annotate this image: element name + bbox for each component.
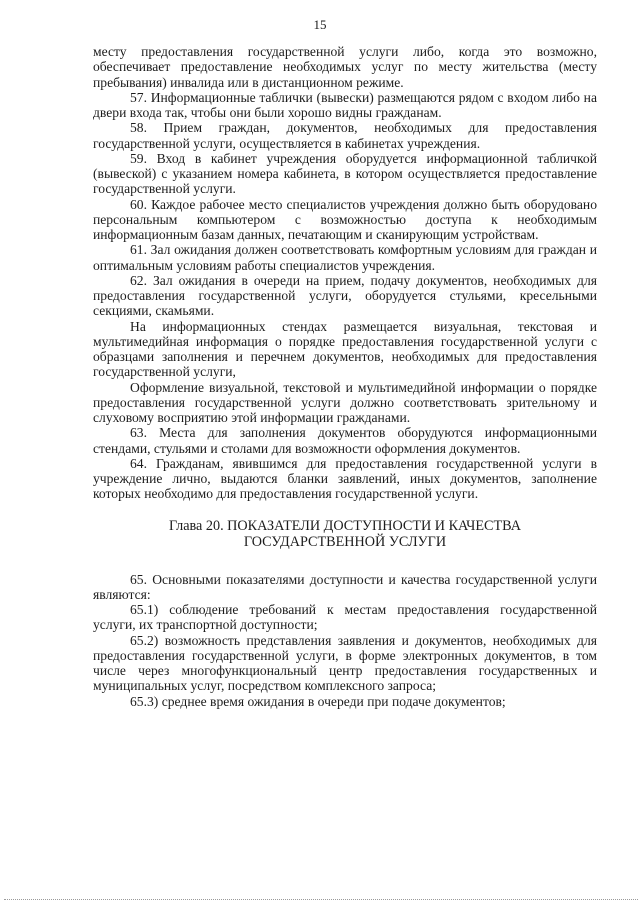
- paragraph-61: 61. Зал ожидания должен соответствовать комфортным условиям для граждан и оптимальным условиям работы специалистов учреждения.: [93, 242, 597, 273]
- paragraph-62: 62. Зал ожидания в очереди на прием, подачу документов, необходимых для предоставления государственной услуги, оборудуется стульями, кресельными секциями, скамьями.: [93, 272, 597, 319]
- paragraph-continuation: месту предоставления государственной услуги либо, когда это возможно, обеспечивает предоставление необходимых услуг по месту жительства (месту пребывания) инвалида или в дистанционном режиме.: [93, 44, 597, 90]
- page-number: 15: [313, 17, 327, 32]
- paragraph-58: 58. Прием граждан, документов, необходимых для предоставления государственной услуги, осуществляется в кабинетах учреждения.: [93, 120, 597, 151]
- paragraph-65-2: 65.2) возможность представления заявления и документов, необходимых для предоставления государственной услуги, в форме электронных документов, в том числе через многофункциональный центр предоставления государственных и муниципальных услуг, посредством комплексного запроса;: [93, 632, 597, 694]
- paragraph-65-1: 65.1) соблюдение требований к местам предоставления государственной услуги, их транспортной доступности;: [93, 602, 597, 633]
- document-body: [93, 44, 597, 709]
- paragraph-info-design: Оформление визуальной, текстовой и мультимедийной информации о порядке предоставления государственной услуги должно соответствовать зрительному и слуховому восприятию этой информации гражданами.: [93, 379, 597, 425]
- paragraph-64: 64. Гражданам, явившимся для предоставления государственной услуги в учреждение лично, выдаются бланки заявлений, иных документов, заполнение которых необходимо для предоставления государственной услуги.: [93, 455, 597, 502]
- paragraph-57: 57. Информационные таблички (вывески) размещаются рядом с входом либо на двери входа так, чтобы они были хорошо видны гражданам.: [93, 89, 597, 120]
- paragraph-59: 59. Вход в кабинет учреждения оборудуется информационной табличкой (вывеской) с указанием номера кабинета, в котором осуществляется предоставление государственной услуги.: [93, 150, 597, 197]
- chapter-heading-line-1: Глава 20. ПОКАЗАТЕЛИ ДОСТУПНОСТИ И КАЧЕСТВА: [169, 517, 521, 534]
- paragraph-info-stands: На информационных стендах размещается визуальная, текстовая и мультимедийная информация о порядке предоставления государственной услуги с образцами заполнения и перечнем документов, необходимых для предоставления государственной услуги,: [93, 318, 597, 380]
- chapter-heading: [93, 518, 597, 550]
- paragraph-65: 65. Основными показателями доступности и качества государственной услуги являются:: [93, 571, 597, 602]
- paragraph-65-3: 65.3) среднее время ожидания в очереди при подаче документов;: [130, 693, 506, 709]
- page-bottom-edge: [4, 899, 638, 900]
- paragraph-63: 63. Места для заполнения документов оборудуются информационными стендами, стульями и столами для возможности оформления документов.: [93, 425, 597, 456]
- paragraph-60: 60. Каждое рабочее место специалистов учреждения должно быть оборудовано персональным компьютером с возможностью доступа к необходимым информационным базам данных, печатающим и сканирующим устройствам.: [93, 196, 597, 242]
- chapter-heading-line-2: ГОСУДАРСТВЕННОЙ УСЛУГИ: [243, 533, 447, 550]
